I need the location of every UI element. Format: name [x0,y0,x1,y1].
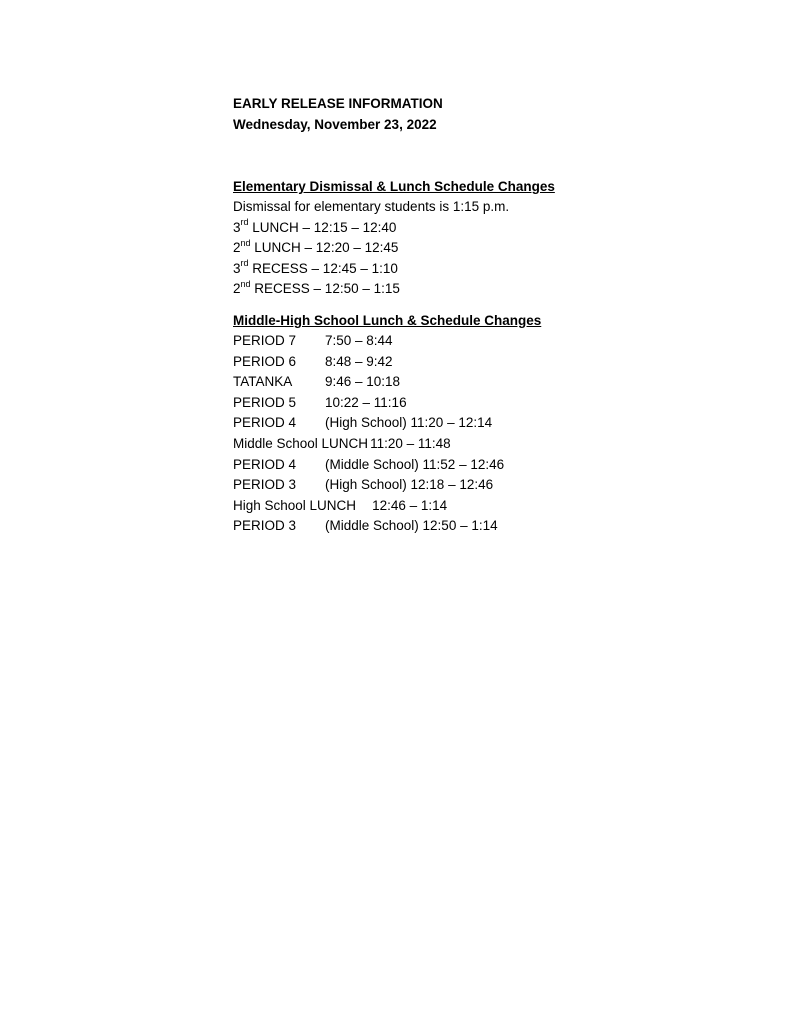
elementary-section-title: Elementary Dismissal & Lunch Schedule Changes [233,179,555,194]
document-body [233,93,753,537]
schedule-row [233,496,753,517]
row-gap [356,496,372,517]
schedule-row [233,413,753,434]
elementary-schedule-item [233,259,753,280]
schedule-row-time: 11:20 – 11:48 [370,435,451,451]
schedule-row [233,331,753,352]
ordinal-suffix: rd [240,217,249,228]
schedule-row-label: PERIOD 7 [233,332,297,348]
schedule-row-label: Middle School LUNCH [233,435,369,451]
schedule-row [233,455,753,476]
ordinal-suffix: nd [240,278,251,289]
schedule-row-label: TATANKA [233,374,293,390]
schedule-text: RECESS – 12:45 – 1:10 [248,260,398,276]
ordinal-number: 3 [233,260,241,276]
document-title: EARLY RELEASE INFORMATION [233,96,443,111]
middle-high-section-title: Middle-High School Lunch & Schedule Changes [233,312,542,328]
schedule-row [233,393,753,414]
ordinal-number: 2 [233,240,241,256]
document-date: Wednesday, November 23, 2022 [233,117,437,132]
schedule-row-label: PERIOD 6 [233,353,297,369]
schedule-row-time: 8:48 – 9:42 [325,353,393,369]
schedule-row-time: 12:46 – 1:14 [372,497,448,513]
schedule-text: RECESS – 12:50 – 1:15 [250,281,400,297]
schedule-row-label: PERIOD 4 [233,456,297,472]
schedule-row [233,516,753,537]
schedule-row-time: (High School) 12:18 – 12:46 [325,477,494,493]
schedule-row-time: 7:50 – 8:44 [325,332,393,348]
elementary-schedule-item [233,218,753,239]
schedule-text: LUNCH – 12:15 – 12:40 [248,219,397,235]
elementary-schedule-item [233,279,753,300]
schedule-row-label: High School LUNCH [233,497,357,513]
schedule-row-time: 10:22 – 11:16 [325,394,407,410]
schedule-text: LUNCH – 12:20 – 12:45 [250,240,399,256]
schedule-row [233,434,753,455]
ordinal-suffix: nd [240,237,251,248]
elementary-schedule-item [233,238,753,259]
ordinal-number: 3 [233,219,241,235]
schedule-row-time: (Middle School) 12:50 – 1:14 [325,518,498,534]
schedule-row-time: (High School) 11:20 – 12:14 [325,415,493,431]
spacer [233,135,753,176]
schedule-row-time: 9:46 – 10:18 [325,374,401,390]
ordinal-number: 2 [233,281,241,297]
schedule-row [233,352,753,373]
ordinal-suffix: rd [240,258,249,269]
schedule-row [233,372,753,393]
schedule-row-label: PERIOD 3 [233,477,297,493]
schedule-row-label: PERIOD 3 [233,518,297,534]
schedule-row-time: (Middle School) 11:52 – 12:46 [325,456,505,472]
elementary-dismissal-line: Dismissal for elementary students is 1:15 p.m. [233,199,510,214]
schedule-row-label: PERIOD 5 [233,394,297,410]
spacer [233,300,753,310]
schedule-row [233,475,753,496]
schedule-row-label: PERIOD 4 [233,415,297,431]
